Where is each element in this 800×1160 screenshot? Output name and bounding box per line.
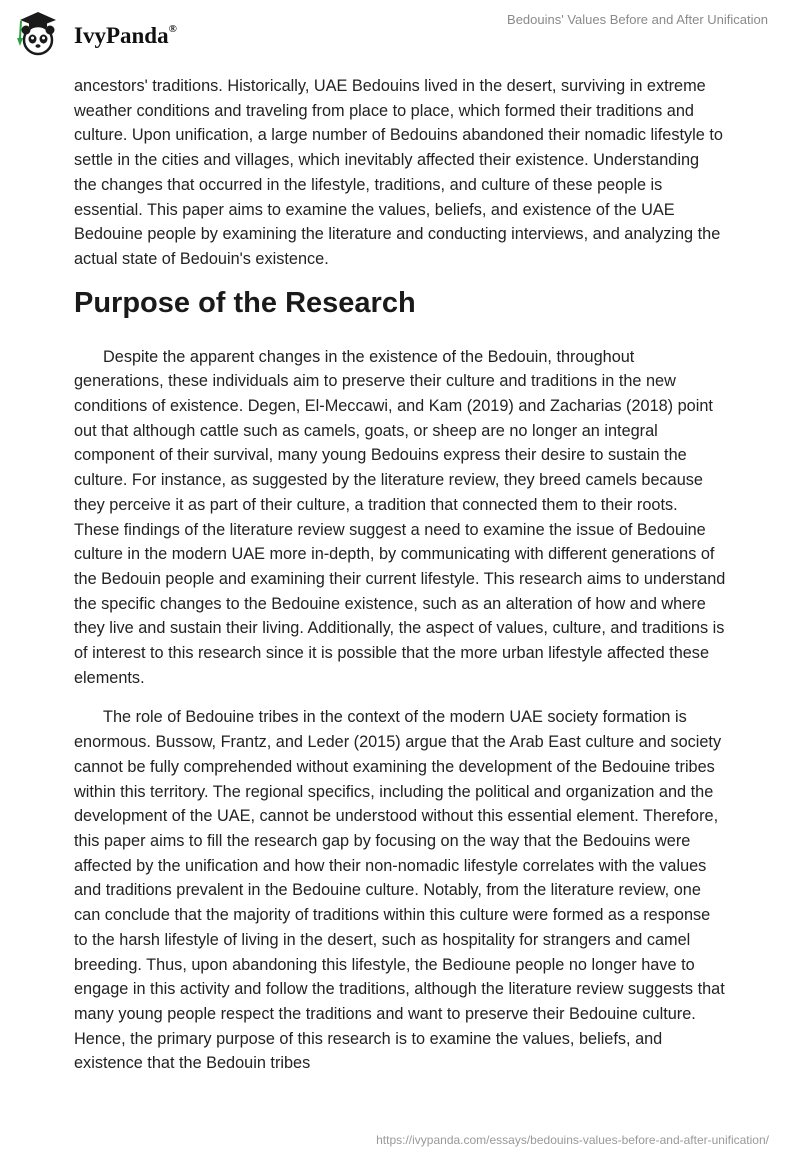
page-header <box>0 0 800 70</box>
brand-name: IvyPanda® <box>74 22 177 48</box>
ivypanda-logo[interactable] <box>14 8 177 63</box>
intro-paragraph: ancestors' traditions. Historically, UAE Bedouins lived in the desert, surviving in extreme weather conditions and traveling from place to place, which formed their traditions and culture. Upon unification, a large number of Bedouins abandoned their nomadic lifestyle to settle in the cities and villages, which inevitably affected their existence. Understanding the changes that occurred in the lifestyle, traditions, and culture of these people is essential. This paper aims to examine the values, beliefs, and existence of the UAE Bedouine people by examining the literature and conducting interviews, and analyzing the actual state of Bedouin's existence. <box>74 77 723 268</box>
panda-graduate-icon <box>14 8 68 63</box>
paragraph-spacer <box>74 690 726 705</box>
section-heading: Purpose of the Research <box>74 286 416 319</box>
source-url[interactable]: https://ivypanda.com/essays/bedouins-values-before-and-after-unification/ <box>376 1133 769 1147</box>
body-paragraph-2: The role of Bedouine tribes in the context of the modern UAE society formation is enormous. Bussow, Frantz, and Leder (2015) argue that the Arab East culture and society cannot be fully comprehended without examining the development of the Bedouine tribes within this territory. The regional specifics, including the political and organization and the development of the UAE, cannot be understood without this essential element. Therefore, this paper aims to fill the research gap by focusing on the way that the Bedouins were affected by the unification and how their non-nomadic lifestyle correlates with the values and traditions prevalent in the Bedouine culture. Notably, from the literature review, one can conclude that the majority of traditions within this culture were formed as a response to the harsh lifestyle of living in the desert, such as hospitality for strangers and camel breeding. Thus, upon abandoning this lifestyle, the Bedioune people no longer have to engage in this activity and follow the traditions, although the literature review suggests that many young people respect the traditions and want to preserve their Bedouine culture. Hence, the primary purpose of this research is to examine the values, beliefs, and existence that the Bedouin tribes <box>74 708 725 1073</box>
document-title: Bedouins' Values Before and After Unification <box>507 12 768 27</box>
essay-body <box>74 74 726 1076</box>
body-paragraph-1: Despite the apparent changes in the existence of the Bedouin, throughout generations, these individuals aim to preserve their culture and traditions in the new conditions of existence. Degen, El-Meccawi, and Kam (2019) and Zacharias (2018) point out that although cattle such as camels, goats, or sheep are no longer an integral component of their survival, many young Bedouins express their desire to sustain the culture. For instance, as suggested by the literature review, they breed camels because they perceive it as part of their culture, a tradition that connected them to their roots. These findings of the literature review suggest a need to examine the issue of Bedouine culture in the modern UAE more in-depth, by communicating with different generations of the Bedouin people and examining their current lifestyle. This research aims to understand the specific changes to the Bedouine existence, such as an alteration of how and where they live and sustain their living. Additionally, the aspect of values, culture, and traditions is of interest to this research since it is possible that the more urban lifestyle affected these elements. <box>74 347 726 687</box>
